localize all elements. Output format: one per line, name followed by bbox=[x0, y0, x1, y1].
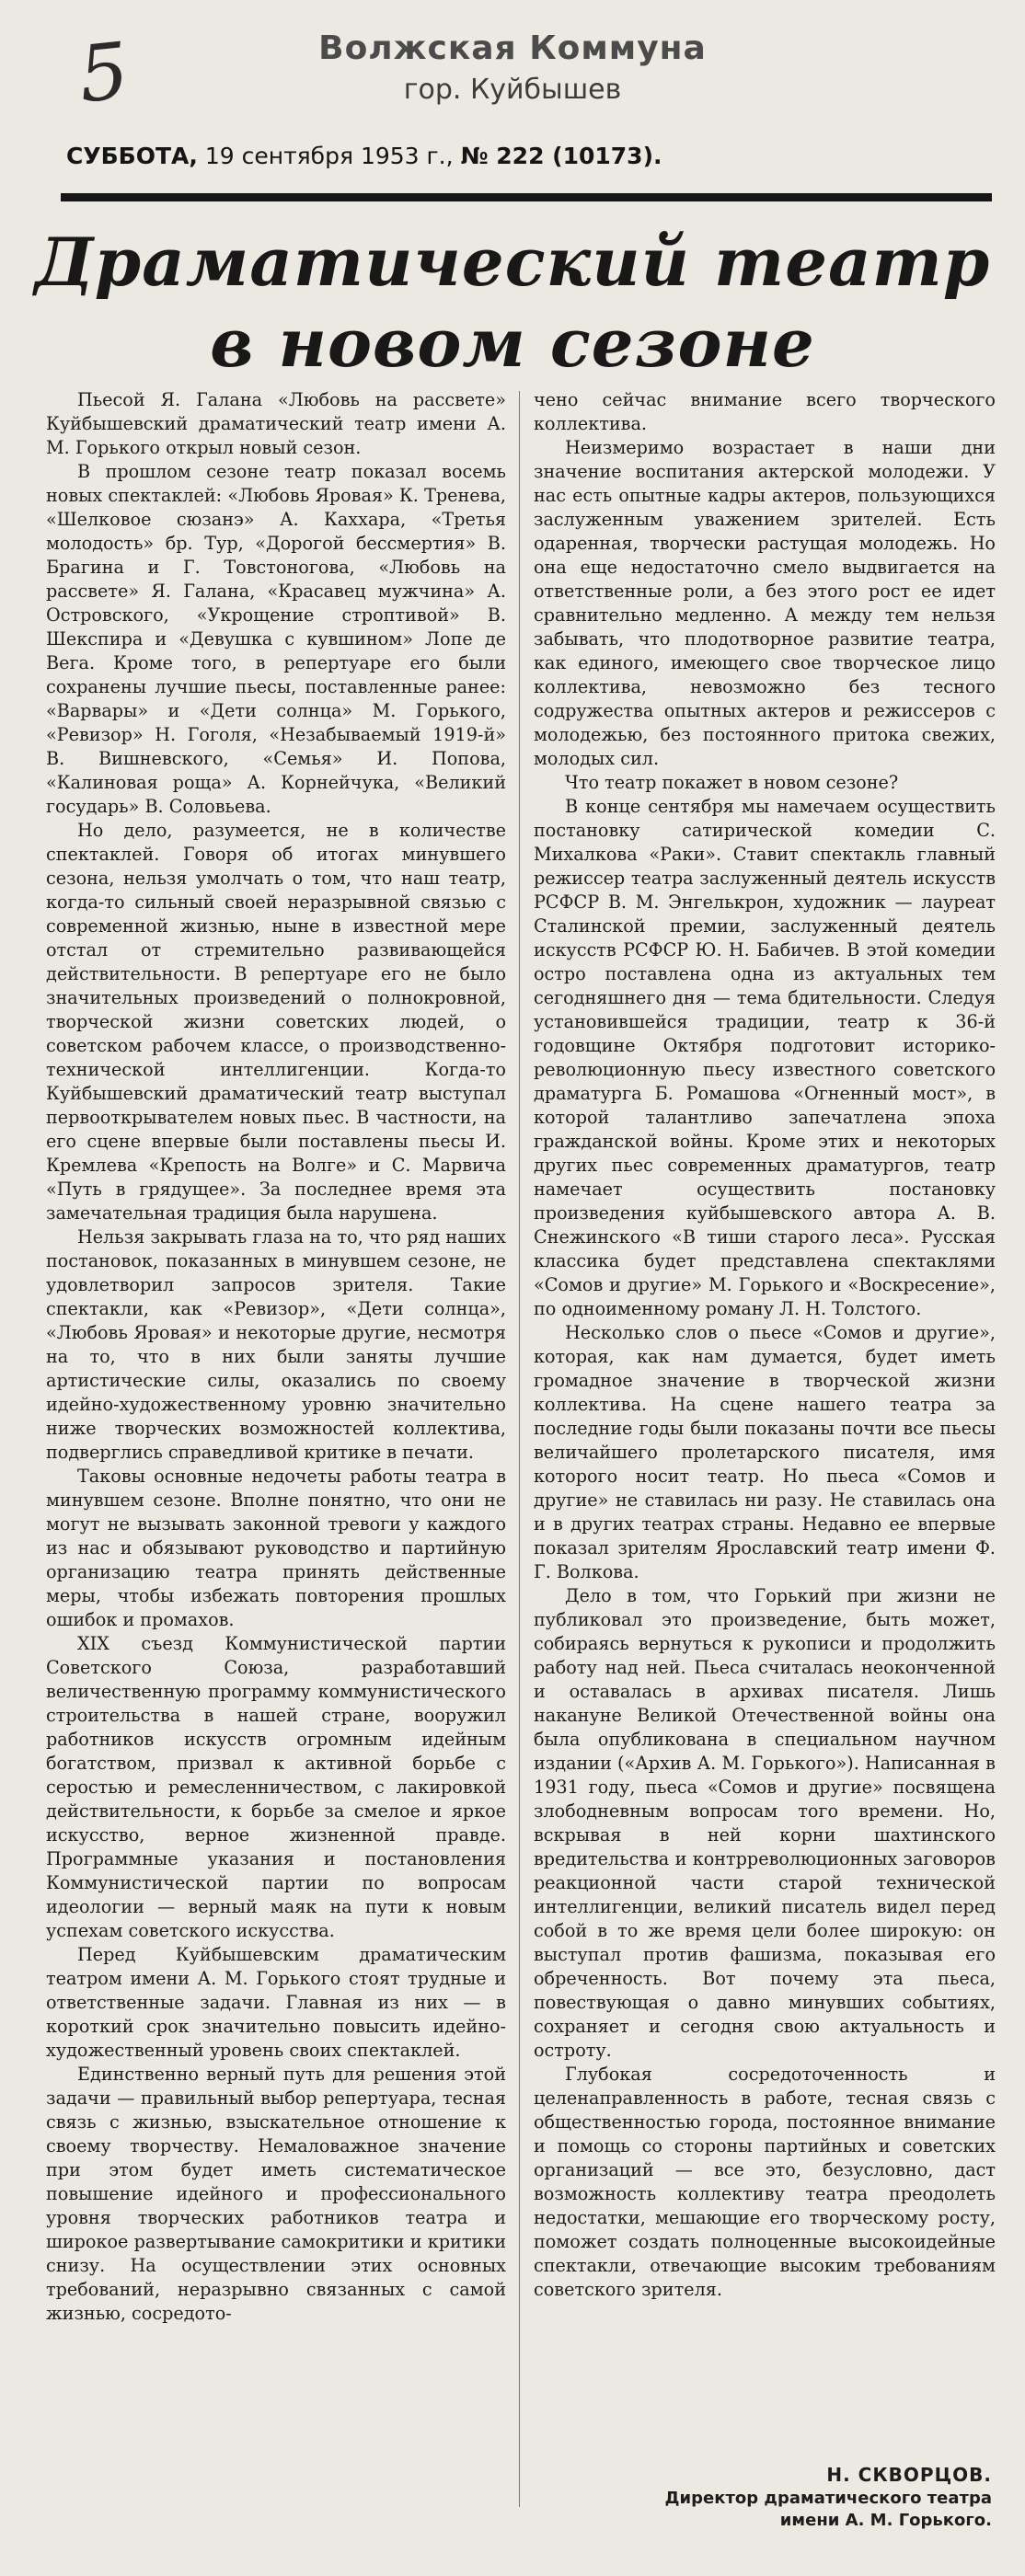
column-divider bbox=[519, 391, 520, 2507]
article-right-column bbox=[534, 388, 996, 2513]
paragraph: Неизмеримо возрастает в наши дни значение воспитания актерской молодежи. У нас есть опытные кадры актеров, пользующихся заслуженным уважением зрителей. Есть одаренная, творчески растущая молодежь. Но она еще недостаточно смело выдвигается на ответственные роли, а без этого рост ее идет сравнительно медленно. А между тем нельзя забывать, что плодотворное развитие театра, как единого, имеющего свое творческое лицо коллектива, невозможно без тесного содружества опытных актеров и режиссеров с молодежью, без постоянного притока свежих, молодых сил. bbox=[534, 437, 996, 769]
headline-line-2: в новом сезоне bbox=[210, 304, 815, 382]
header-rule bbox=[61, 193, 992, 201]
paragraph: Дело в том, что Горький при жизни не публиковал это произведение, быть может, собираясь вернуться к рукописи и продолжить работу над ней. Пьеса считалась неоконченной и оставалась в архивах писателя. Лишь накануне Великой Отечественной войны она была опубликована в специальном научном издании («Архив А. М. Горького»). Написанная в 1931 году, пьеса «Сомов и другие» посвящена злободневным вопросам того времени. Но, вскрывая в ней корни шахтинского вредительства и контрреволюционных заговоров реакционной части старой технической интеллигенции, великий писатель видел перед собой в то же время цели более широкую: он выступал против фашизма, показывая его обреченность. Вот почему эта пьеса, повествующая о давно минувших событиях, сохраняет и сегодня свою актуальность и остроту. bbox=[534, 1585, 996, 2061]
masthead-title: Волжская Коммуна bbox=[318, 29, 707, 67]
headline-line-1: Драматический театр bbox=[34, 223, 991, 301]
author-title-line-2: имени А. М. Горького. bbox=[779, 2511, 992, 2530]
paragraph: Таковы основные недочеты работы театра в минувшем сезоне. Вполне понятно, что они не могут не вызывать законной тревоги у каждого из нас и обязывают руководство и партийную организацию театра принять действенные меры, чтобы избежать повторения прошлых ошибок и промахов. bbox=[46, 1466, 506, 1630]
paragraph: чено сейчас внимание всего творческого коллектива. bbox=[534, 389, 996, 434]
masthead-city: гор. Куйбышев bbox=[403, 74, 622, 106]
handwritten-page-number: 5 bbox=[75, 25, 133, 121]
dateline-weekday: СУББОТА, bbox=[66, 143, 198, 169]
paragraph: Перед Куйбышевским драматическим театром имени А. М. Горького стоят трудные и ответственные задачи. Главная из них — в короткий срок значительно повысить идейно-художественный уровень своих спектаклей. bbox=[46, 1944, 506, 2061]
paragraph: Пьесой Я. Галана «Любовь на рассвете» Куйбышевский драматический театр имени А. М. Горького открыл новый сезон. bbox=[46, 389, 506, 458]
dateline-date: 19 сентября 1953 г., bbox=[204, 143, 454, 169]
dateline bbox=[66, 143, 662, 169]
article-signature bbox=[513, 2462, 992, 2532]
author-name: Н. СКВОРЦОВ. bbox=[826, 2464, 992, 2486]
paragraph: В конце сентября мы намечаем осуществить постановку сатирической комедии С. Михалкова «Раки». Ставит спектакль главный режиссер театра заслуженный деятель искусств РСФСР В. М. Энгелькрон, художник — лауреат Сталинской премии, заслуженный деятель искусств РСФСР Ю. Н. Бабичев. В этой комедии остро поставлена одна из актуальных тем сегодняшнего дня — тема бдительности. Следуя установившейся традиции, театр к 36-й годовщине Октября подготовит историко-революционную пьесу известного советского драматурга Б. Ромашова «Огненный мост», в которой талантливо запечатлена эпоха гражданской войны. Кроме этих и некоторых других пьес современных драматургов, театр намечает осуществить постановку произведения куйбышевского автора А. В. Снежинского «В тиши старого леса». Русская классика будет представлена спектаклями «Сомов и другие» М. Горького и «Воскресение», по одноименному роману Л. Н. Толстого. bbox=[534, 796, 996, 1319]
paragraph: Но дело, разумеется, не в количестве спектаклей. Говоря об итогах минувшего сезона, нельзя умолчать о том, что наш театр, когда-то сильный своей неразрывной связью с современной жизнью, ныне в известной мере отстал от стремительно развивающейся действительности. В репертуаре его не было значительных произведений о полнокровной, творческой жизни советских людей, о советском рабочем классе, о производственно-технической интеллигенции. Когда-то Куйбышевский драматический театр выступал первооткрывателем новых пьес. В частности, на его сцене впервые были поставлены пьесы И. Кремлева «Крепость на Волге» и С. Марвича «Путь в грядущее». За последнее время эта замечательная традиция была нарушена. bbox=[46, 820, 506, 1224]
paragraph: Что театр покажет в новом сезоне? bbox=[565, 772, 899, 793]
article-left-column bbox=[46, 388, 506, 2513]
paragraph: XIX съезд Коммунистической партии Советского Союза, разработавший величественную программу коммунистического строительства в нашей стране, вооружил работников искусств огромным идейным богатством, призвал к активной борьбе с серостью и ремесленничеством, с лакировкой действительности, к борьбе за смелое и яркое искусство, верное жизненной правде. Программные указания и постановления Коммунистической партии по вопросам идеологии — верный маяк на пути к новым успехам советского искусства. bbox=[46, 1633, 506, 1941]
dateline-issue: № 222 (10173). bbox=[460, 143, 662, 169]
paragraph: В прошлом сезоне театр показал восемь новых спектаклей: «Любовь Яровая» К. Тренева, «Шелковое сюзанэ» А. Каххара, «Третья молодость» бр. Тур, «Дорогой бессмертия» В. Брагина и Г. Товстоногова, «Любовь на рассвете» Я. Галана, «Красавец мужчина» А. Островского, «Укрощение строптивой» В. Шекспира и «Девушка с кувшином» Лопе де Вега. Кроме того, в репертуаре его были сохранены лучшие пьесы, поставленные ранее: «Варвары» и «Дети солнца» М. Горького, «Ревизор» Н. Гоголя, «Незабываемый 1919-й» В. Вишневского, «Семья» И. Попова, «Калиновая роща» А. Корнейчука, «Великий государь» В. Соловьева. bbox=[46, 461, 506, 817]
paragraph: Единственно верный путь для решения этой задачи — правильный выбор репертуара, тесная связь с жизнью, взыскательное отношение к своему творчеству. Немаловажное значение при этом будет иметь систематическое повышение идейного и профессионального уровня творческих работников театра и широкое развертывание самокритики и критики снизу. На осуществлении этих основных требований, неразрывно связанных с самой жизнью, сосредото- bbox=[46, 2064, 506, 2324]
author-title-line-1: Директор драматического театра bbox=[664, 2489, 992, 2508]
paragraph: Нельзя закрывать глаза на то, что ряд наших постановок, показанных в минувшем сезоне, не удовлетворил запросов зрителя. Такие спектакли, как «Ревизор», «Дети солнца», «Любовь Яровая» и некоторые другие, несмотря на то, что в них были заняты лучшие артистические силы, оказались по своему идейно-художественному уровню значительно ниже творческих возможностей коллектива, подверглись справедливой критике в печати. bbox=[46, 1226, 506, 1463]
paragraph: Глубокая сосредоточенность и целенаправленность в работе, тесная связь с общественностью города, постоянное внимание и помощь со стороны партийных и советских организаций — все это, безусловно, даст возможность коллективу театра преодолеть недостатки, мешающие его творческому росту, поможет создать полноценные высокоидейные спектакли, отвечающие высоким требованиям советского зрителя. bbox=[534, 2064, 996, 2300]
paragraph: Несколько слов о пьесе «Сомов и другие», которая, как нам думается, будет иметь громадное значение в творческой жизни коллектива. На сцене нашего театра за последние годы были показаны почти все пьесы величайшего пролетарского писателя, имя которого носит театр. Но пьеса «Сомов и другие» не ставилась ни разу. Не ставилась она и в других театрах страны. Недавно ее впервые показал зрителям Ярославский театр имени Ф. Г. Волкова. bbox=[534, 1322, 996, 1582]
